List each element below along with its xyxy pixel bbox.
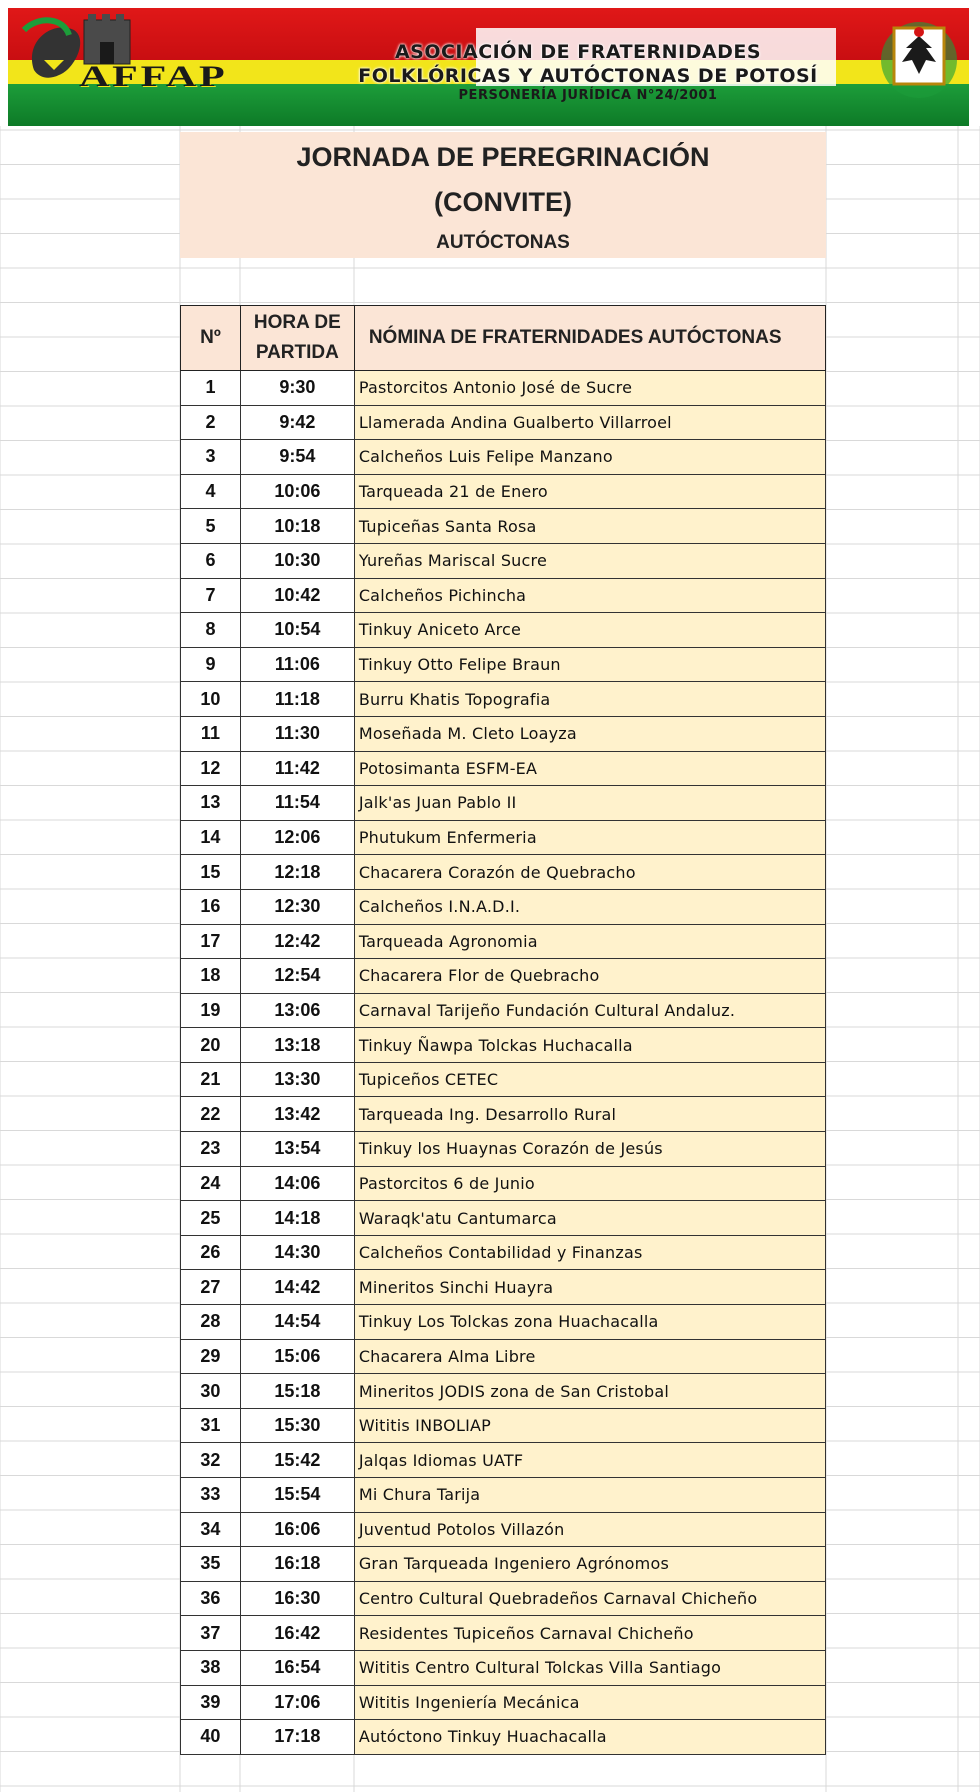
row-number[interactable]: 28 (181, 1305, 241, 1340)
table-row (181, 613, 826, 648)
row-number[interactable]: 26 (181, 1235, 241, 1270)
row-departure-time[interactable]: 16:54 (240, 1650, 354, 1685)
row-fraternity-name[interactable]: Waraqk'atu Cantumarca (354, 1201, 825, 1236)
table-row (181, 1270, 826, 1305)
row-departure-time[interactable]: 13:30 (240, 1062, 354, 1097)
legal-registration: PERSONERÍA JURÍDICA N°24/2001 (458, 88, 718, 103)
document-heading (180, 132, 826, 258)
row-fraternity-name[interactable]: Gran Tarqueada Ingeniero Agrónomos (354, 1547, 825, 1582)
table-row (181, 647, 826, 682)
table-header-row (181, 306, 826, 371)
table-row (181, 509, 826, 544)
row-number[interactable]: 31 (181, 1408, 241, 1443)
row-fraternity-name[interactable]: Carnaval Tarijeño Fundación Cultural Andaluz. (354, 993, 825, 1028)
row-departure-time[interactable]: 9:54 (240, 440, 354, 475)
table-row (181, 1235, 826, 1270)
table-row (181, 1720, 826, 1755)
table-row (181, 440, 826, 475)
table-row (181, 993, 826, 1028)
association-logo (14, 10, 284, 104)
row-number[interactable]: 12 (181, 751, 241, 786)
table-row (181, 716, 826, 751)
row-departure-time[interactable]: 13:18 (240, 1028, 354, 1063)
table-row (181, 1201, 826, 1236)
row-fraternity-name[interactable]: Tinkuy Los Tolckas zona Huachacalla (354, 1305, 825, 1340)
row-number[interactable]: 4 (181, 474, 241, 509)
row-number[interactable]: 30 (181, 1374, 241, 1409)
row-number[interactable]: 27 (181, 1270, 241, 1305)
row-departure-time[interactable]: 11:54 (240, 786, 354, 821)
row-fraternity-name[interactable]: Tarqueada 21 de Enero (354, 474, 825, 509)
row-number[interactable]: 14 (181, 820, 241, 855)
table-row (181, 889, 826, 924)
row-fraternity-name[interactable]: Wititis INBOLIAP (354, 1408, 825, 1443)
table-row (181, 1478, 826, 1513)
row-number[interactable]: 34 (181, 1512, 241, 1547)
row-departure-time[interactable]: 17:06 (240, 1685, 354, 1720)
row-departure-time[interactable]: 10:54 (240, 613, 354, 648)
row-fraternity-name[interactable]: Calcheños Contabilidad y Finanzas (354, 1235, 825, 1270)
row-departure-time[interactable]: 12:30 (240, 889, 354, 924)
row-departure-time[interactable]: 16:18 (240, 1547, 354, 1582)
table-row (181, 1512, 826, 1547)
table-row (181, 1062, 826, 1097)
row-number[interactable]: 22 (181, 1097, 241, 1132)
row-fraternity-name[interactable]: Mi Chura Tarija (354, 1478, 825, 1513)
row-number[interactable]: 25 (181, 1201, 241, 1236)
header-fraternity-list: NÓMINA DE FRATERNIDADES AUTÓCTONAS (354, 306, 825, 371)
table-row (181, 1616, 826, 1651)
row-number[interactable]: 9 (181, 647, 241, 682)
row-departure-time[interactable]: 12:42 (240, 924, 354, 959)
row-number[interactable]: 13 (181, 786, 241, 821)
row-fraternity-name[interactable]: Mineritos JODIS zona de San Cristobal (354, 1374, 825, 1409)
row-fraternity-name[interactable]: Jalk'as Juan Pablo II (354, 786, 825, 821)
row-number[interactable]: 36 (181, 1581, 241, 1616)
header-departure-time-label: HORA DE PARTIDA (253, 312, 341, 363)
row-number[interactable]: 32 (181, 1443, 241, 1478)
logo-lettering: AFFAP (79, 60, 228, 93)
row-departure-time[interactable]: 11:18 (240, 682, 354, 717)
row-fraternity-name[interactable]: Mineritos Sinchi Huayra (354, 1270, 825, 1305)
row-departure-time[interactable]: 16:06 (240, 1512, 354, 1547)
row-departure-time[interactable]: 15:18 (240, 1374, 354, 1409)
row-fraternity-name[interactable]: Pastorcitos 6 de Junio (354, 1166, 825, 1201)
row-number[interactable]: 6 (181, 543, 241, 578)
row-number[interactable]: 15 (181, 855, 241, 890)
row-fraternity-name[interactable]: Pastorcitos Antonio José de Sucre (354, 371, 825, 406)
row-number[interactable]: 8 (181, 613, 241, 648)
table-row (181, 1305, 826, 1340)
header-banner (8, 8, 969, 126)
row-fraternity-name[interactable]: Yureñas Mariscal Sucre (354, 543, 825, 578)
row-number[interactable]: 7 (181, 578, 241, 613)
table-row (181, 786, 826, 821)
table-row (181, 1028, 826, 1063)
row-departure-time[interactable]: 14:42 (240, 1270, 354, 1305)
row-departure-time[interactable]: 9:30 (240, 371, 354, 406)
row-fraternity-name[interactable]: Wititis Centro Cultural Tolckas Villa Santiago (354, 1650, 825, 1685)
row-departure-time[interactable]: 9:42 (240, 405, 354, 440)
row-fraternity-name[interactable]: Tupiceños CETEC (354, 1062, 825, 1097)
row-number[interactable]: 5 (181, 509, 241, 544)
row-number[interactable]: 20 (181, 1028, 241, 1063)
table-row (181, 855, 826, 890)
coat-of-arms-logo (876, 14, 962, 100)
table-row (181, 405, 826, 440)
row-number[interactable]: 17 (181, 924, 241, 959)
row-fraternity-name[interactable]: Calcheños I.N.A.D.I. (354, 889, 825, 924)
row-number[interactable]: 35 (181, 1547, 241, 1582)
row-number[interactable]: 10 (181, 682, 241, 717)
row-number[interactable]: 33 (181, 1478, 241, 1513)
row-fraternity-name[interactable]: Tinkuy Ñawpa Tolckas Huchacalla (354, 1028, 825, 1063)
row-number[interactable]: 29 (181, 1339, 241, 1374)
org-name-line2: FOLKLÓRICAS Y AUTÓCTONAS DE POTOSÍ (358, 65, 818, 87)
table-row (181, 1374, 826, 1409)
row-number[interactable]: 19 (181, 993, 241, 1028)
row-fraternity-name[interactable]: Autóctono Tinkuy Huachacalla (354, 1720, 825, 1755)
row-departure-time[interactable]: 10:42 (240, 578, 354, 613)
row-fraternity-name[interactable]: Tinkuy Aniceto Arce (354, 613, 825, 648)
table-row (181, 1547, 826, 1582)
row-departure-time[interactable]: 15:54 (240, 1478, 354, 1513)
row-departure-time[interactable]: 13:42 (240, 1097, 354, 1132)
table-row (181, 1097, 826, 1132)
document-title-line2: (CONVITE) (434, 187, 572, 217)
row-departure-time[interactable]: 10:06 (240, 474, 354, 509)
row-fraternity-name[interactable]: Calcheños Pichincha (354, 578, 825, 613)
row-departure-time[interactable]: 14:54 (240, 1305, 354, 1340)
row-fraternity-name[interactable]: Chacarera Flor de Quebracho (354, 959, 825, 994)
row-departure-time[interactable]: 14:06 (240, 1166, 354, 1201)
row-departure-time[interactable]: 12:06 (240, 820, 354, 855)
table-row (181, 371, 826, 406)
row-number[interactable]: 21 (181, 1062, 241, 1097)
table-row (181, 474, 826, 509)
row-departure-time[interactable]: 15:06 (240, 1339, 354, 1374)
table-row (181, 1339, 826, 1374)
table-row (181, 1581, 826, 1616)
row-number[interactable]: 18 (181, 959, 241, 994)
row-fraternity-name[interactable]: Burru Khatis Topografia (354, 682, 825, 717)
table-row (181, 1685, 826, 1720)
row-departure-time[interactable]: 17:18 (240, 1720, 354, 1755)
header-number: Nº (181, 306, 241, 371)
row-number[interactable]: 1 (181, 371, 241, 406)
row-fraternity-name[interactable]: Chacarera Alma Libre (354, 1339, 825, 1374)
row-number[interactable]: 39 (181, 1685, 241, 1720)
table-row (181, 578, 826, 613)
row-fraternity-name[interactable]: Tarqueada Agronomia (354, 924, 825, 959)
row-departure-time[interactable]: 12:54 (240, 959, 354, 994)
row-fraternity-name[interactable]: Juventud Potolos Villazón (354, 1512, 825, 1547)
row-fraternity-name[interactable]: Chacarera Corazón de Quebracho (354, 855, 825, 890)
table-row (181, 751, 826, 786)
row-number[interactable]: 37 (181, 1616, 241, 1651)
table-row (181, 1650, 826, 1685)
document-subtitle: AUTÓCTONAS (436, 232, 570, 253)
row-number[interactable]: 2 (181, 405, 241, 440)
row-number[interactable]: 38 (181, 1650, 241, 1685)
row-fraternity-name[interactable]: Tupiceñas Santa Rosa (354, 509, 825, 544)
row-departure-time[interactable]: 11:06 (240, 647, 354, 682)
table-row (181, 1166, 826, 1201)
row-departure-time[interactable]: 13:06 (240, 993, 354, 1028)
table-body (181, 371, 826, 1755)
row-number[interactable]: 3 (181, 440, 241, 475)
row-number[interactable]: 23 (181, 1132, 241, 1167)
row-fraternity-name[interactable]: Phutukum Enfermeria (354, 820, 825, 855)
row-fraternity-name[interactable]: Wititis Ingeniería Mecánica (354, 1685, 825, 1720)
row-departure-time[interactable]: 15:30 (240, 1408, 354, 1443)
row-number[interactable]: 11 (181, 716, 241, 751)
row-fraternity-name[interactable]: Centro Cultural Quebradeños Carnaval Chicheño (354, 1581, 825, 1616)
row-fraternity-name[interactable]: Llamerada Andina Gualberto Villarroel (354, 405, 825, 440)
row-departure-time[interactable]: 15:42 (240, 1443, 354, 1478)
row-departure-time[interactable]: 11:30 (240, 716, 354, 751)
row-departure-time[interactable]: 13:54 (240, 1132, 354, 1167)
table-row (181, 1408, 826, 1443)
table-row (181, 1132, 826, 1167)
row-fraternity-name[interactable]: Residentes Tupiceños Carnaval Chicheño (354, 1616, 825, 1651)
row-departure-time[interactable]: 14:30 (240, 1235, 354, 1270)
table-row (181, 924, 826, 959)
row-departure-time[interactable]: 10:18 (240, 509, 354, 544)
banner-title (308, 20, 868, 103)
table-row (181, 1443, 826, 1478)
table-row (181, 820, 826, 855)
document-title: JORNADA DE PEREGRINACIÓN (296, 142, 710, 172)
row-departure-time[interactable]: 16:42 (240, 1616, 354, 1651)
row-fraternity-name[interactable]: Moseñada M. Cleto Loayza (354, 716, 825, 751)
table-row (181, 543, 826, 578)
table-row (181, 682, 826, 717)
schedule-table (180, 305, 826, 1755)
row-fraternity-name[interactable]: Jalqas Idiomas UATF (354, 1443, 825, 1478)
row-fraternity-name[interactable]: Tinkuy los Huaynas Corazón de Jesús (354, 1132, 825, 1167)
row-fraternity-name[interactable]: Calcheños Luis Felipe Manzano (354, 440, 825, 475)
row-departure-time[interactable]: 16:30 (240, 1581, 354, 1616)
row-departure-time[interactable]: 12:18 (240, 855, 354, 890)
eagle-crest-icon (876, 14, 962, 100)
row-number[interactable]: 16 (181, 889, 241, 924)
row-number[interactable]: 40 (181, 1720, 241, 1755)
row-departure-time[interactable]: 14:18 (240, 1201, 354, 1236)
org-name-line1: ASOCIACIÓN DE FRATERNIDADES (394, 41, 762, 63)
header-departure-time (240, 306, 354, 371)
table-row (181, 959, 826, 994)
row-fraternity-name[interactable]: Tinkuy Otto Felipe Braun (354, 647, 825, 682)
row-number[interactable]: 24 (181, 1166, 241, 1201)
row-fraternity-name[interactable]: Tarqueada Ing. Desarrollo Rural (354, 1097, 825, 1132)
row-departure-time[interactable]: 10:30 (240, 543, 354, 578)
row-departure-time[interactable]: 11:42 (240, 751, 354, 786)
row-fraternity-name[interactable]: Potosimanta ESFM-EA (354, 751, 825, 786)
